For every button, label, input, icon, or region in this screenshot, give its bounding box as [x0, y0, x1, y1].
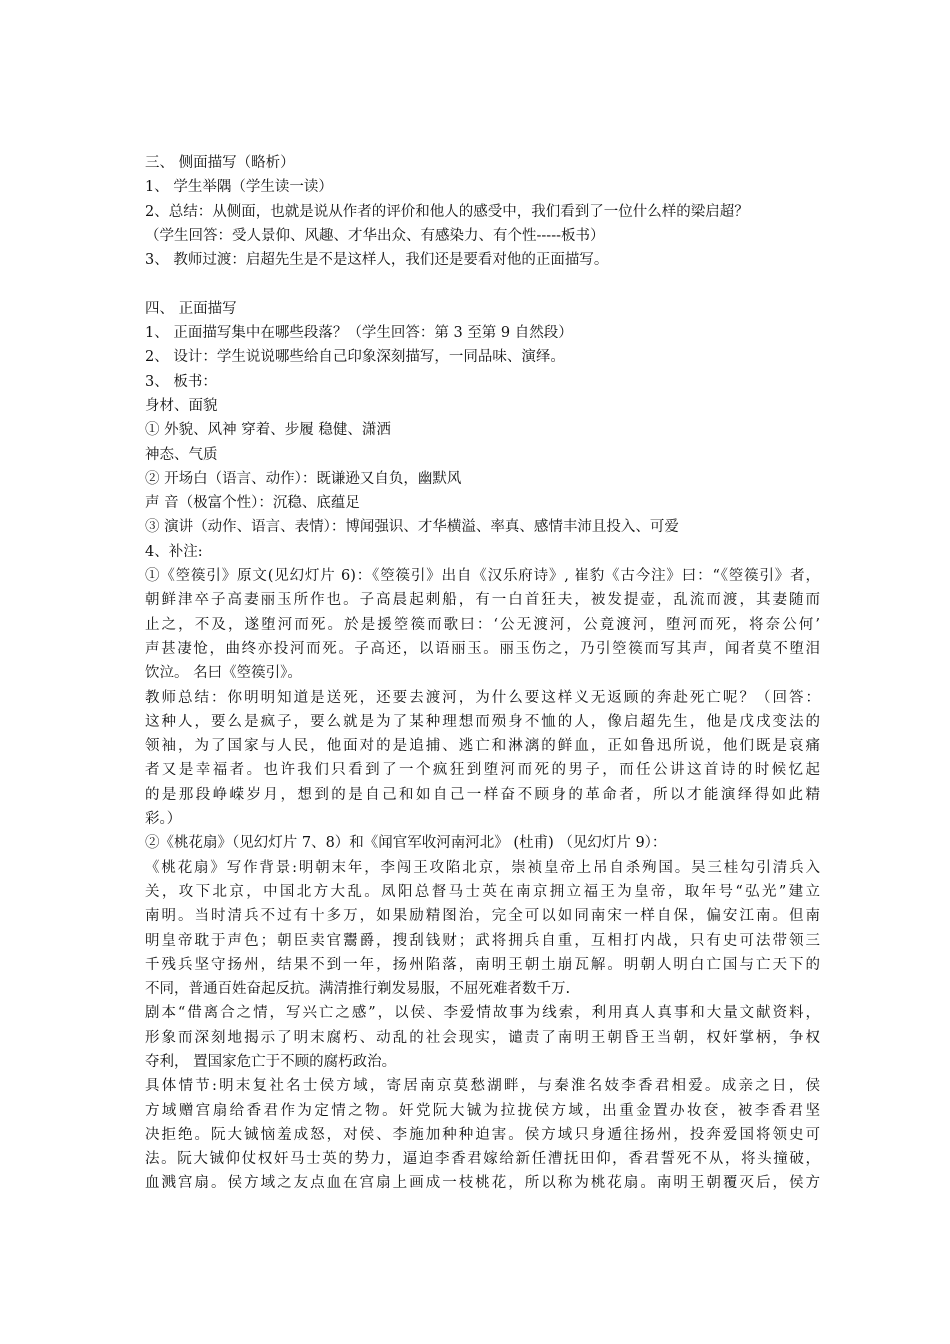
text-line: 者又是幸福者。也许我们只看到了一个疯狂到堕河而死的男子，而任公讲这首诗的时候忆起 [145, 762, 820, 779]
text-line: 方域赠宫扇给香君作为定情之物。奸党阮大铖为拉拢侯方域，出重金置办妆奁，被李香君坚 [145, 1102, 820, 1119]
text-line: 《桃花扇》写作背景:明朝末年，李闯王攻陷北京，崇祯皇帝上吊自杀殉国。吴三桂勾引清兵入 [145, 859, 820, 876]
section-heading: 四、 正面描写 [145, 300, 237, 317]
board-note: 声 音（极富个性）：沉稳、底蕴足 [145, 495, 360, 512]
list-item: 4、补注: [145, 543, 203, 560]
text-line: 明皇帝耽于声色；朝臣卖官鬻爵，搜刮钱财；武将拥兵自重，互相打内战，只有史可法带领三 [145, 932, 820, 949]
text-line: 夺利， 置国家危亡于不顾的腐朽政治。 [145, 1053, 397, 1070]
list-item: 2、 设计：学生说说哪些给自己印象深刻描写，一同品味、演绎。 [145, 349, 565, 366]
text-line: 教师总结：你明明知道是送死，还要去渡河，为什么要这样义无返顾的奔赴死亡呢？（回答： [145, 689, 820, 706]
text-line: 形象而深刻地揭示了明末腐朽、动乱的社会现实，谴责了南明王朝昏王当朝，权奸掌柄，争权 [145, 1029, 820, 1046]
text-line: 止之，不及，遂堕河而死。於是援箜篌而歌曰：‘公无渡河，公竟渡河，堕河而死，将奈公何’ [145, 616, 820, 633]
text-line: 血溅宫扇。侯方域之友点血在宫扇上画成一枝桃花，所以称为桃花扇。南明王朝覆灭后，侯方 [145, 1175, 820, 1192]
text-line: 声甚凄怆，曲终亦投河而死。子高还，以语丽玉。丽玉伤之，乃引箜篌而写其声，闻者莫不堕泪 [145, 640, 820, 657]
text-line: （学生回答：受人景仰、风趣、才华出众、有感染力、有个性-----板书） [145, 227, 605, 244]
text-line: 法。阮大铖仰仗权奸马士英的势力，逼迫李香君嫁给新任漕抚田仰，香君誓死不从，将头撞破， [145, 1151, 820, 1168]
text-line: 领袖，为了国家与人民，他面对的是追捕、逃亡和淋漓的鲜血，正如鲁迅所说，他们既是哀痛 [145, 738, 820, 755]
text-line: 南明。当时清兵不过有十多万，如果励精图治，完全可以如同南宋一样自保，偏安江南。但南 [145, 908, 820, 925]
list-item: 1、 学生举隅（学生读一读） [145, 179, 333, 196]
board-note: ① 外貌、风神 穿着、步履 稳健、潇洒 [145, 422, 391, 439]
list-item: 2、总结：从侧面，也就是说从作者的评价和他人的感受中，我们看到了一位什么样的梁启超？ [145, 203, 749, 220]
document-page [145, 151, 820, 1196]
section-heading: 三、 侧面描写（略析） [145, 155, 295, 171]
blank-line [145, 272, 820, 296]
text-line: ①《箜篌引》原文(见幻灯片 6)：《箜篌引》出自《汉乐府诗》, 崔豹《古今注》曰：“《箜篌引》者， [145, 568, 820, 585]
text-line: 不同，普通百姓奋起反抗。满清推行剃发易服，不屈死难者数千万. [145, 981, 571, 998]
text-line: 饮泣。 名曰《箜篌引》。 [145, 665, 302, 682]
text-line: 的是那段峥嵘岁月，想到的是自己和如自己一样奋不顾身的革命者，所以才能演绎得如此精 [145, 786, 820, 803]
text-line: 千残兵坚守扬州，结果不到一年，扬州陷落，南明王朝土崩瓦解。明朝人明白亡国与亡天下的 [145, 956, 820, 973]
text-line: 决拒绝。阮大铖恼羞成怒，对侯、李施加种种迫害。侯方域只身遁往扬州，投奔爱国将领史可 [145, 1126, 820, 1143]
list-item: 3、 教师过渡：启超先生是不是这样人，我们还是要看对他的正面描写。 [145, 252, 609, 269]
text-line: ②《桃花扇》（见幻灯片 7、8）和《闻官军收河南河北》 (杜甫) （见幻灯片 9）： [145, 835, 667, 852]
list-item: 1、 正面描写集中在哪些段落？（学生回答：第 3 至第 9 自然段） [145, 325, 573, 342]
text-line: 具体情节:明末复社名士侯方域，寄居南京莫愁湖畔，与秦淮名妓李香君相爱。成亲之日，侯 [145, 1078, 820, 1095]
list-item: 3、 板书： [145, 373, 217, 390]
text-line: 关，攻下北京，中国北方大乱。凤阳总督马士英在南京拥立福王为皇帝，取年号“弘光”建立 [145, 883, 820, 900]
board-note: ③ 演讲（动作、语言、表情）：博闻强识、才华横溢、率真、感情丰沛且投入、可爱 [145, 519, 679, 536]
text-line: 这种人，要么是疯子，要么就是为了某种理想而殒身不恤的人，像启超先生，他是戊戌变法的 [145, 713, 820, 730]
board-note: 神态、气质 [145, 446, 218, 463]
text-line: 朝鲜津卒子高妻丽玉所作也。子高晨起刺船，有一白首狂夫，被发提壶，乱流而渡，其妻随而 [145, 592, 820, 609]
text-line: 彩。） [145, 811, 182, 828]
text-line: 剧本“借离合之情，写兴亡之感”，以侯、李爱情故事为线索，利用真人真事和大量文献资料， [145, 1005, 820, 1022]
board-note: ② 开场白（语言、动作）：既谦逊又自负，幽默风 [145, 470, 462, 487]
board-note: 身材、面貌 [145, 397, 218, 414]
